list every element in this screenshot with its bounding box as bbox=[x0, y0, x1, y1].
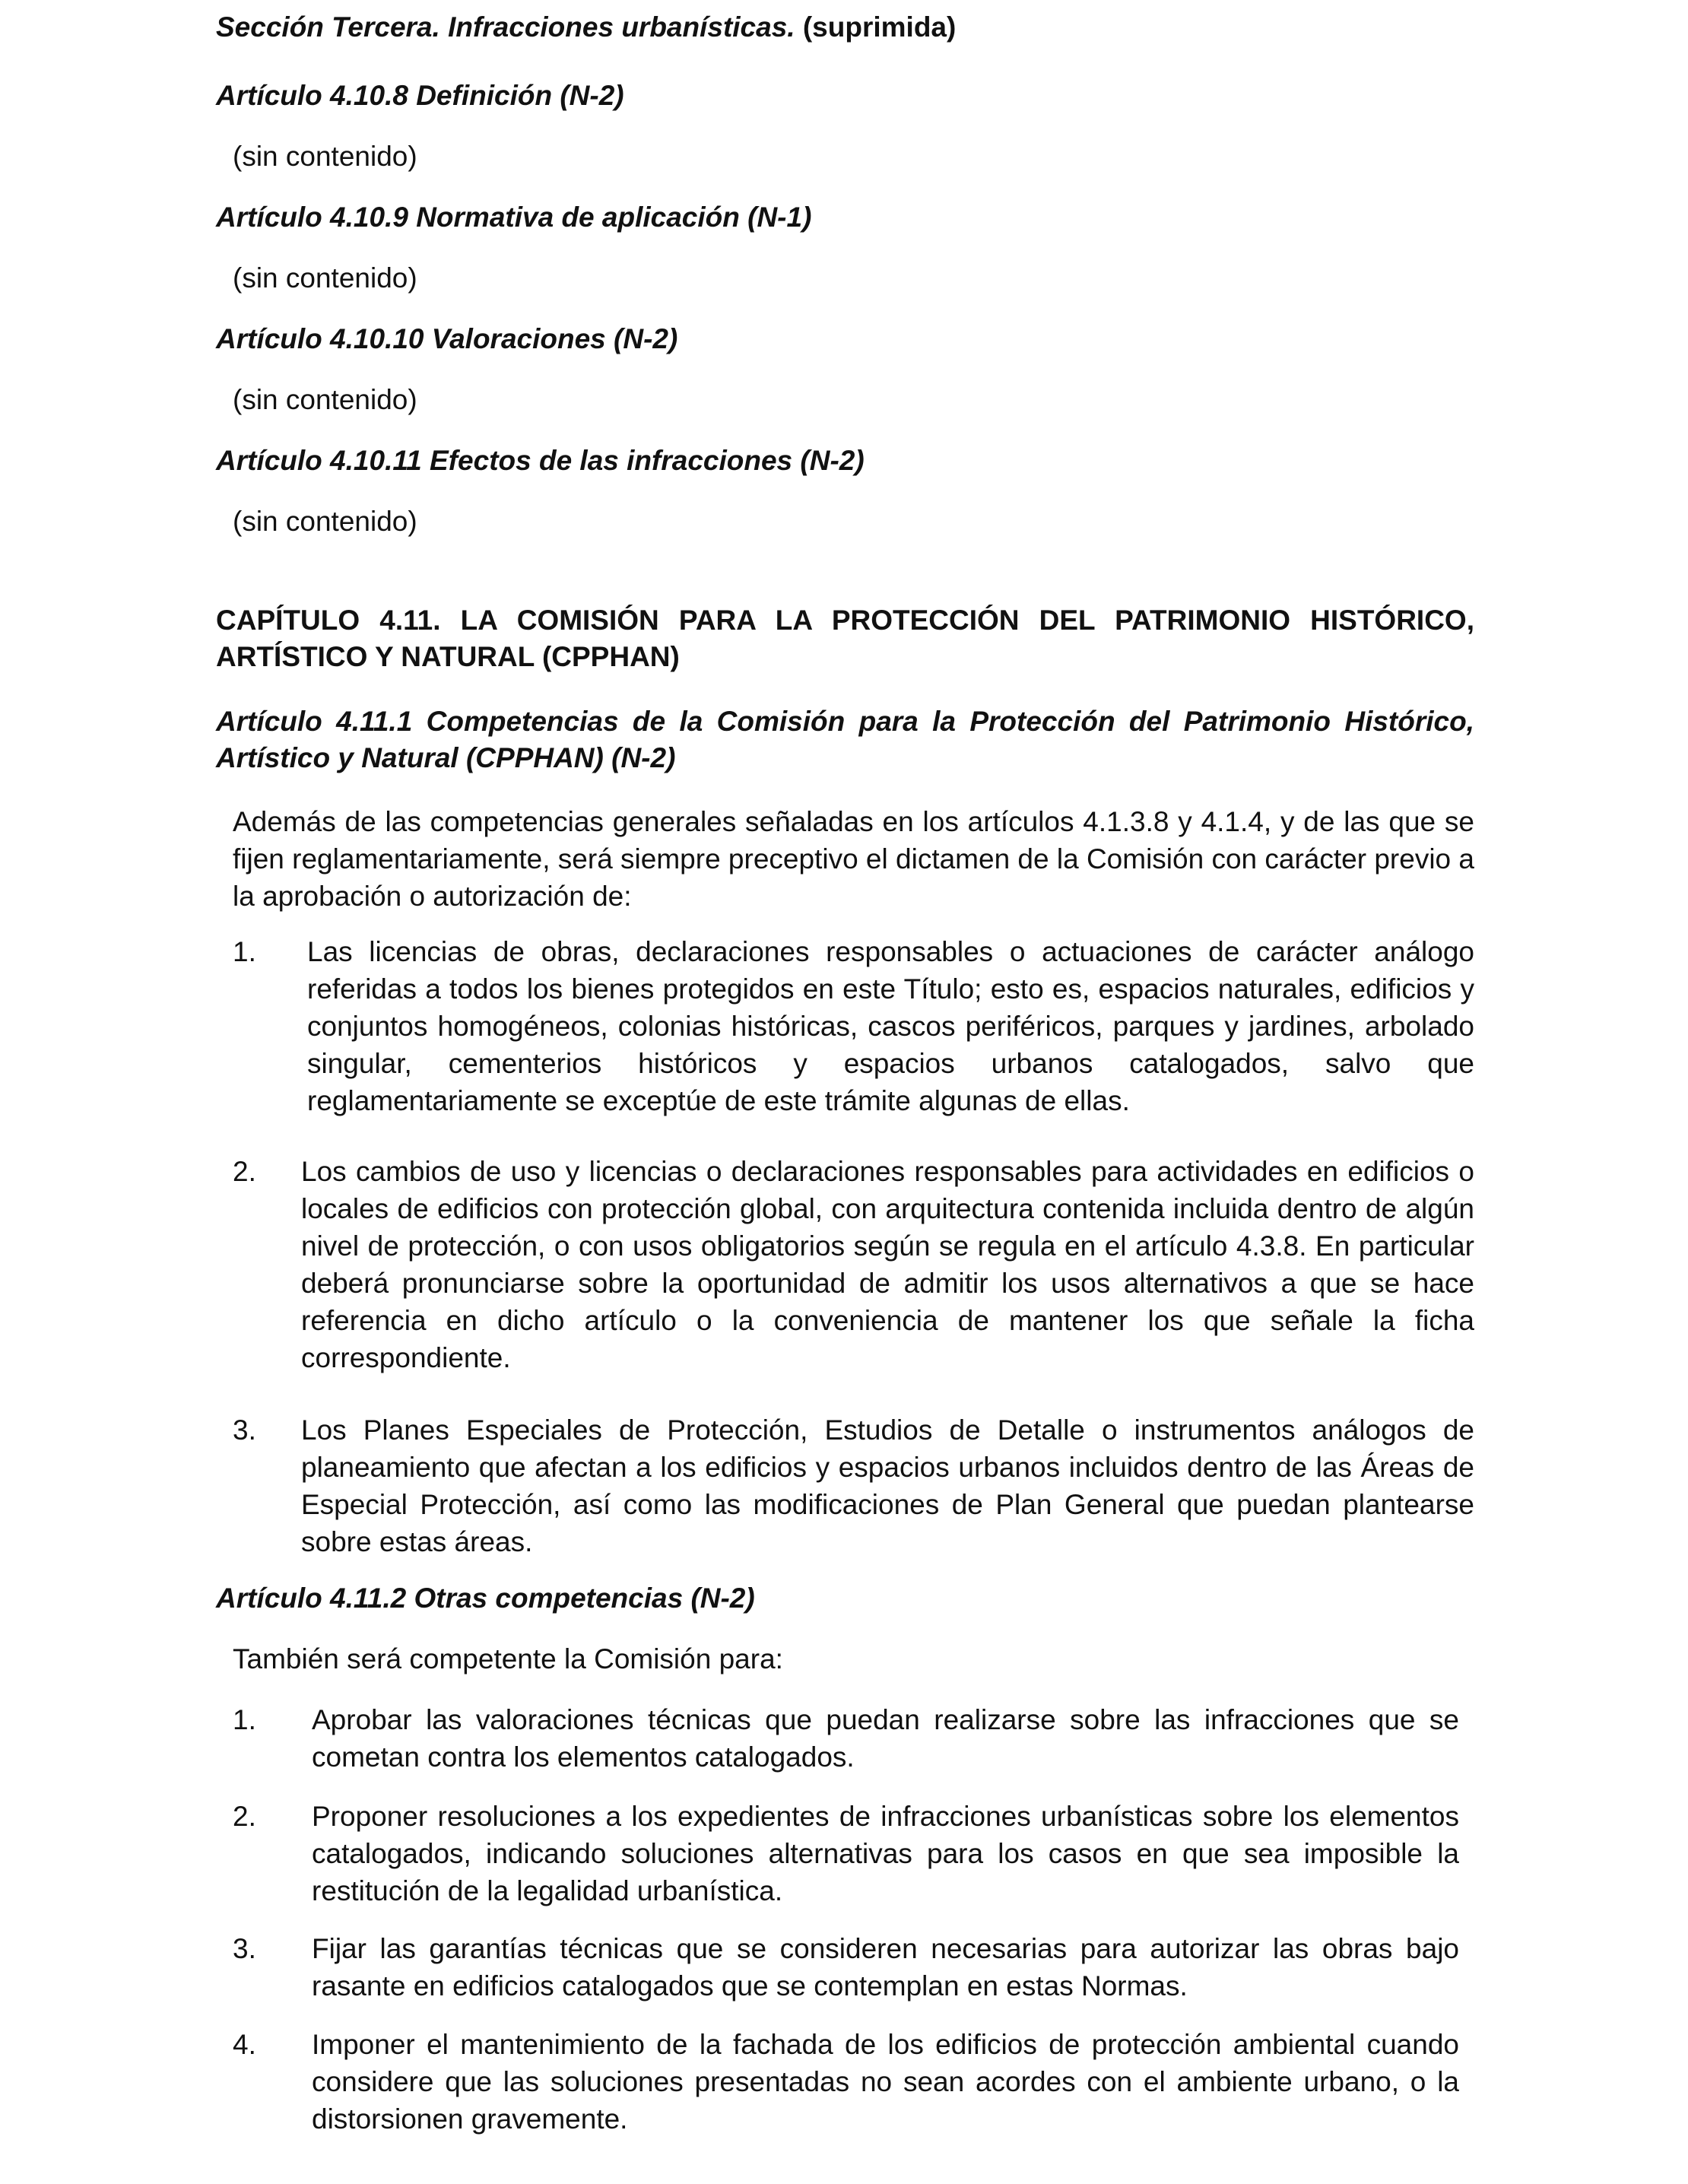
article-intro-4-11-1: Además de las competencias generales señaladas en los artículos 4.1.3.8 y 4.1.4, y de las que se fijen reglamentariamente, será siempre preceptivo el dictamen de la Comisión con carácter previo a la aprobación o autorización de: bbox=[233, 806, 1474, 912]
article-heading-4-10-11: Artículo 4.10.11 Efectos de las infracciones (N-2) bbox=[216, 445, 865, 476]
article-heading-4-10-9: Artículo 4.10.9 Normativa de aplicación (N-1) bbox=[216, 202, 812, 233]
list-item-text: Las licencias de obras, declaraciones responsables o actuaciones de carácter análogo referidas a todos los bienes protegidos en este Título; esto es, espacios naturales, edificios y conjuntos homogéneos, colonias históricas, cascos periféricos, parques y jardines, arbolado singular, cementerios históricos y espacios urbanos catalogados, salvo que reglamentariamente se exceptúe de este trámite algunas de ellas. bbox=[307, 936, 1474, 1116]
article-content-4-10-8: (sin contenido) bbox=[233, 141, 417, 172]
section-heading bbox=[216, 9, 956, 46]
article-content-4-10-11: (sin contenido) bbox=[233, 506, 417, 537]
article-content-4-10-9: (sin contenido) bbox=[233, 262, 417, 294]
chapter-heading: CAPÍTULO 4.11. LA COMISIÓN PARA LA PROTECCIÓN DEL PATRIMONIO HISTÓRICO, ARTÍSTICO Y NATURAL (CPPHAN) bbox=[216, 605, 1474, 672]
list-item-number: 4. bbox=[233, 2029, 256, 2060]
article-content-4-10-10: (sin contenido) bbox=[233, 384, 417, 415]
section-title: Sección Tercera. Infracciones urbanísticas. bbox=[216, 11, 795, 43]
article-intro-4-11-2: También será competente la Comisión para: bbox=[233, 1643, 783, 1675]
list-item-number: 1. bbox=[233, 1704, 256, 1735]
list-item-number: 2. bbox=[233, 1801, 256, 1832]
article-heading-4-10-8: Artículo 4.10.8 Definición (N-2) bbox=[216, 80, 624, 111]
list-item-number: 3. bbox=[233, 1414, 256, 1446]
list-item-text: Proponer resoluciones a los expedientes de infracciones urbanísticas sobre los elementos catalogados, indicando soluciones alternativas para los casos en que sea imposible la restitución de la legalidad urbanística. bbox=[312, 1801, 1459, 1906]
list-item-number: 1. bbox=[233, 936, 256, 967]
section-suffix: (suprimida) bbox=[795, 11, 957, 43]
article-heading-4-11-1: Artículo 4.11.1 Competencias de la Comisión para la Protección del Patrimonio Histórico, Artístico y Natural (CPPHAN) (N-2) bbox=[216, 706, 1474, 773]
article-heading-4-10-10: Artículo 4.10.10 Valoraciones (N-2) bbox=[216, 323, 678, 354]
list-item-number: 3. bbox=[233, 1933, 256, 1964]
list-item-text: Los Planes Especiales de Protección, Estudios de Detalle o instrumentos análogos de planeamiento que afectan a los edificios y espacios urbanos incluidos dentro de las Áreas de Especial Protección, así como las modificaciones de Plan General que puedan plantearse sobre estas áreas. bbox=[301, 1414, 1474, 1557]
list-item-text: Fijar las garantías técnicas que se consideren necesarias para autorizar las obras bajo rasante en edificios catalogados que se contemplan en estas Normas. bbox=[312, 1933, 1459, 2001]
list-item-text: Imponer el mantenimiento de la fachada de los edificios de protección ambiental cuando considere que las soluciones presentadas no sean acordes con el ambiente urbano, o la distorsionen gravemente. bbox=[312, 2029, 1459, 2135]
list-item-text: Aprobar las valoraciones técnicas que puedan realizarse sobre las infracciones que se cometan contra los elementos catalogados. bbox=[312, 1704, 1459, 1773]
list-item-text: Los cambios de uso y licencias o declaraciones responsables para actividades en edificios o locales de edificios con protección global, con arquitectura contenida incluida dentro de algún nivel de protección, o con usos obligatorios según se regula en el artículo 4.3.8. En particular deberá pronunciarse sobre la oportunidad de admitir los usos alternativos a que se hace referencia en dicho artículo o la conveniencia de mantener los que señale la ficha correspondiente. bbox=[301, 1156, 1474, 1373]
list-item-number: 2. bbox=[233, 1156, 256, 1187]
article-heading-4-11-2: Artículo 4.11.2 Otras competencias (N-2) bbox=[216, 1582, 755, 1614]
